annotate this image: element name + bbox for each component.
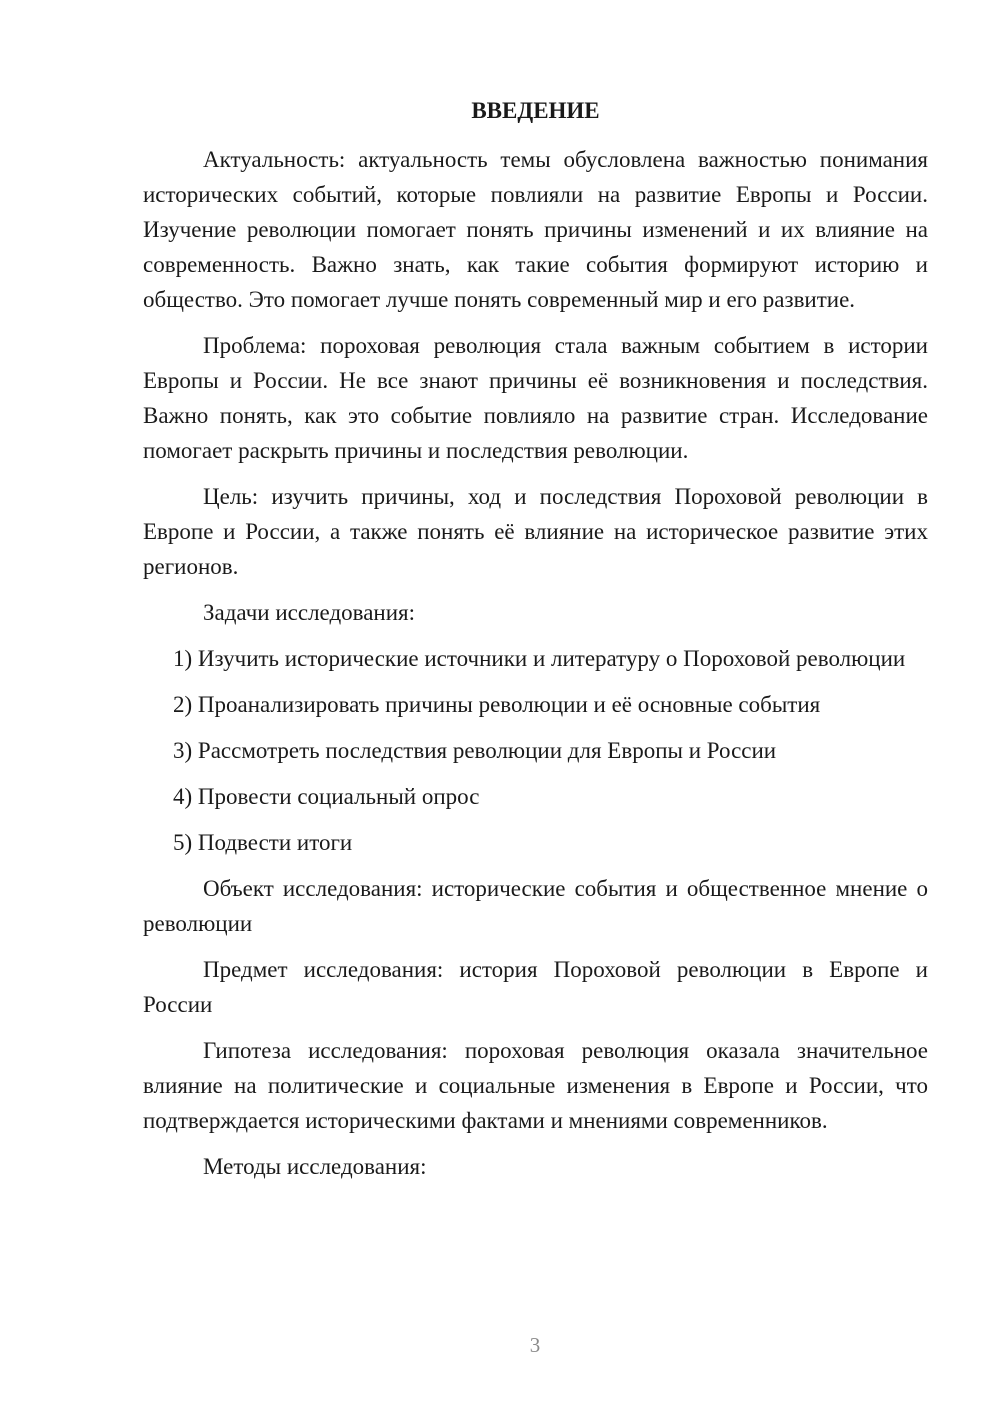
section-title: ВВЕДЕНИЕ — [471, 98, 600, 123]
task-item-3: 3) Рассмотреть последствия революции для Европы и России — [173, 738, 777, 763]
paragraph-hypothesis: Гипотеза исследования: пороховая революция оказала значительное влияние на политические и социальные изменения в Европе и России, что подтверждается историческими фактами и мнениями современников. — [143, 1038, 928, 1133]
page-number: 3 — [529, 1333, 541, 1357]
paragraph-subject: Предмет исследования: история Пороховой революции в Европе и России — [143, 957, 928, 1017]
task-item-1: 1) Изучить исторические источники и литературу о Пороховой революции — [173, 646, 906, 671]
task-item-4: 4) Провести социальный опрос — [173, 784, 480, 809]
paragraph-problem: Проблема: пороховая революция стала важным событием в истории Европы и России. Не все знают причины её возникновения и последствия. Важно понять, как это событие повлияло на развитие стран. Исследование помогает раскрыть причины и последствия революции. — [143, 333, 928, 463]
page-content — [143, 96, 928, 1195]
paragraph-goal: Цель: изучить причины, ход и последствия Пороховой революции в Европе и России, а также понять её влияние на историческое развитие этих регионов. — [143, 484, 928, 579]
paragraph-relevance: Актуальность: актуальность темы обусловлена важностью понимания исторических событий, которые повлияли на развитие Европы и России. Изучение революции помогает понять причины изменений и их влияние на современность. Важно знать, как такие события формируют историю и общество. Это помогает лучше понять современный мир и его развитие. — [143, 147, 928, 312]
paragraph-object: Объект исследования: исторические события и общественное мнение о революции — [143, 876, 928, 936]
paragraph-tasks-heading: Задачи исследования: — [203, 600, 416, 625]
task-item-2: 2) Проанализировать причины революции и её основные события — [173, 692, 821, 717]
paragraph-methods-heading: Методы исследования: — [203, 1154, 427, 1179]
task-item-5: 5) Подвести итоги — [173, 830, 353, 855]
